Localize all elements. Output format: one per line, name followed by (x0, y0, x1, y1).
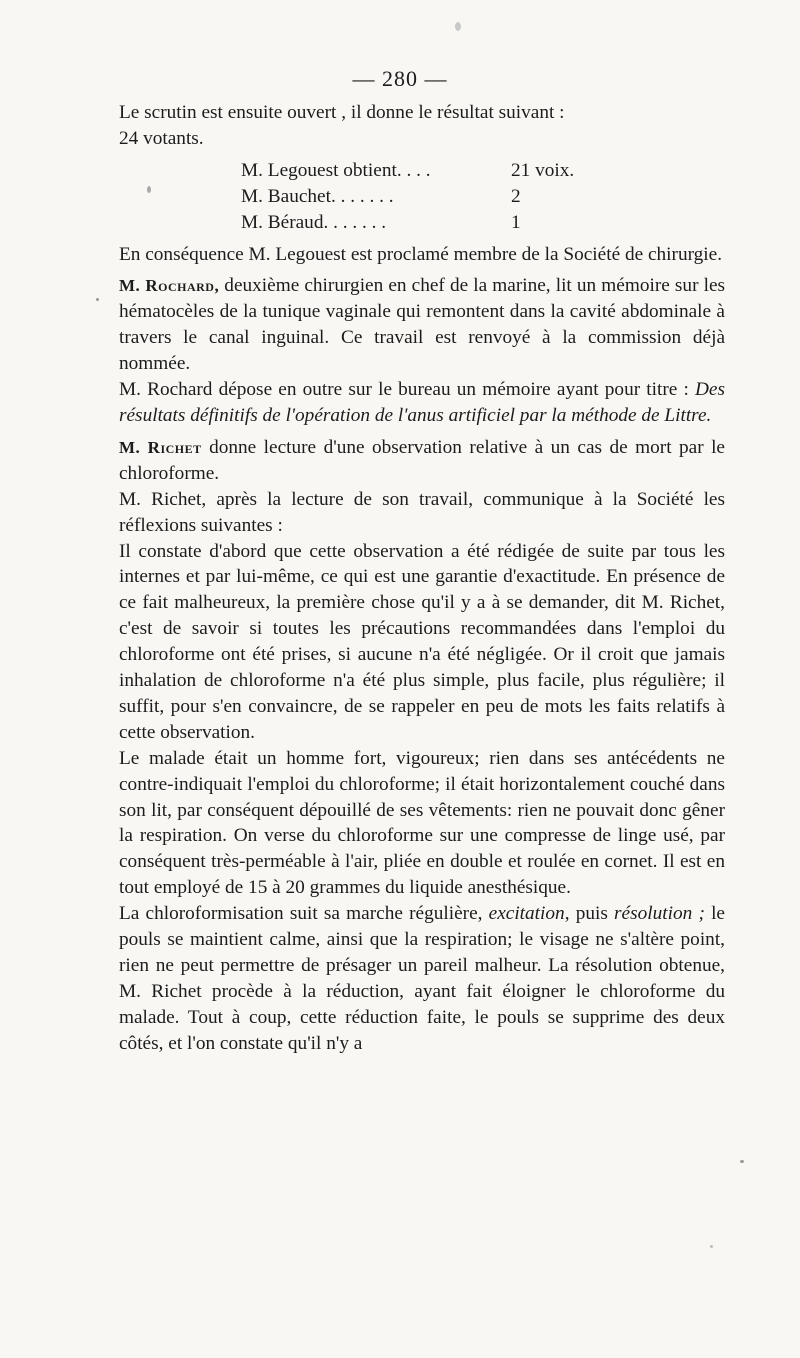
italic-term: excitation (488, 903, 565, 925)
paragraph-observation: Il constate d'abord que cette observation a été rédigée de suite par tous les internes et par lui-même, ce qui est une garantie d'exactitude. En présence de ce fait malheureux, la première chose qu'il y a à se demander, dit M. Richet, c'est de savoir si toutes les précautions recommandées dans l'emploi du chloroforme ont été prises, si aucune n'a été négligée. Or il croit que jamais inhalation de chloroforme n'a été plus simple, plus facile, plus régulière; il suffit, pour s'en convaincre, de se rappeler en peu de mots les faits relatifs à cette observation. (119, 540, 725, 743)
richet-paragraph (119, 435, 725, 487)
consequence-paragraph: En conséquence M. Legouest est proclamé membre de la Société de chirurgie. (119, 243, 723, 265)
vote-results (241, 158, 725, 236)
vote-row (241, 184, 581, 210)
page-number: — 280 — (352, 66, 448, 91)
intro-line: Le scrutin est ensuite ouvert , il donne le résultat suivant : (119, 102, 565, 123)
richet-text: donne lecture d'une observation relative à un cas de mort par le chloroforme. (119, 436, 725, 484)
paper-speck (455, 22, 461, 31)
speaker-name: M. Richet (119, 437, 202, 457)
vote-name: M. Legouest obtient. . . . (241, 159, 431, 181)
paper-speck (740, 1160, 744, 1163)
vote-count: 21 voix. (511, 159, 575, 181)
paper-speck (147, 186, 151, 193)
rochard-text: deuxième chirurgien en chef de la marine, lit un mémoire sur les hématocèles de la tunique vaginale qui remontent dans la cavité abdominale à travers le canal inguinal. Ce travail est renvoyé à la commission déjà nommée. (119, 275, 726, 375)
text-run: le pouls se maintient calme, ainsi que la respiration; le visage ne s'altère point, rien ne peut permettre de présager un pareil malheur. La résolution obtenue, M. Richet procède à la réduction, ayant fait éloigner le chloroforme du malade. Tout à coup, cette réduction faite, le pouls se supprime des deux côtés, et l'on constate qu'il n'y a (119, 903, 725, 1054)
text-run: , puis (564, 903, 615, 925)
vote-row (241, 158, 581, 184)
rochard-paragraph (119, 273, 725, 377)
vote-row (241, 210, 581, 236)
speaker-name: M. Rochard, (119, 276, 220, 296)
votants-line: 24 votants. (119, 127, 204, 149)
paper-speck (710, 1245, 713, 1248)
text-body (119, 100, 725, 1057)
memoir-title: Des résultats définitifs de l'opération de l'anus artificiel par la méthode de Littre. (119, 379, 725, 426)
rochard-second-text: M. Rochard dépose en outre sur le bureau un mémoire ayant pour titre : (119, 379, 695, 401)
vote-name: M. Béraud. . . . . . . (241, 211, 387, 233)
richet-second-paragraph: M. Richet, après la lecture de son travail, communique à la Société les réflexions suivantes : (119, 488, 725, 536)
paragraph-chloroformisation (119, 901, 725, 1056)
paragraph-patient: Le malade était un homme fort, vigoureux; rien dans ses antécédents ne contre-indiquait l'emploi du chloroforme; il était horizontalement couché dans son lit, par conséquent dépouillé de ses vêtements: rien ne pouvait donc gêner la respiration. On verse du chloroforme sur une compresse de linge usé, par conséquent très-perméable à l'air, pliée en double et roulée en cornet. Il est en tout employé de 15 à 20 grammes du liquide anesthésique. (119, 747, 725, 899)
text-run: La chloroformisation suit sa marche régulière, (119, 903, 489, 925)
rochard-second-paragraph (119, 377, 725, 429)
vote-count: 1 (511, 211, 521, 233)
paper-speck (96, 298, 99, 301)
vote-count: 2 (511, 185, 521, 207)
vote-name: M. Bauchet. . . . . . . (241, 185, 394, 207)
italic-term: résolution ; (614, 903, 705, 925)
